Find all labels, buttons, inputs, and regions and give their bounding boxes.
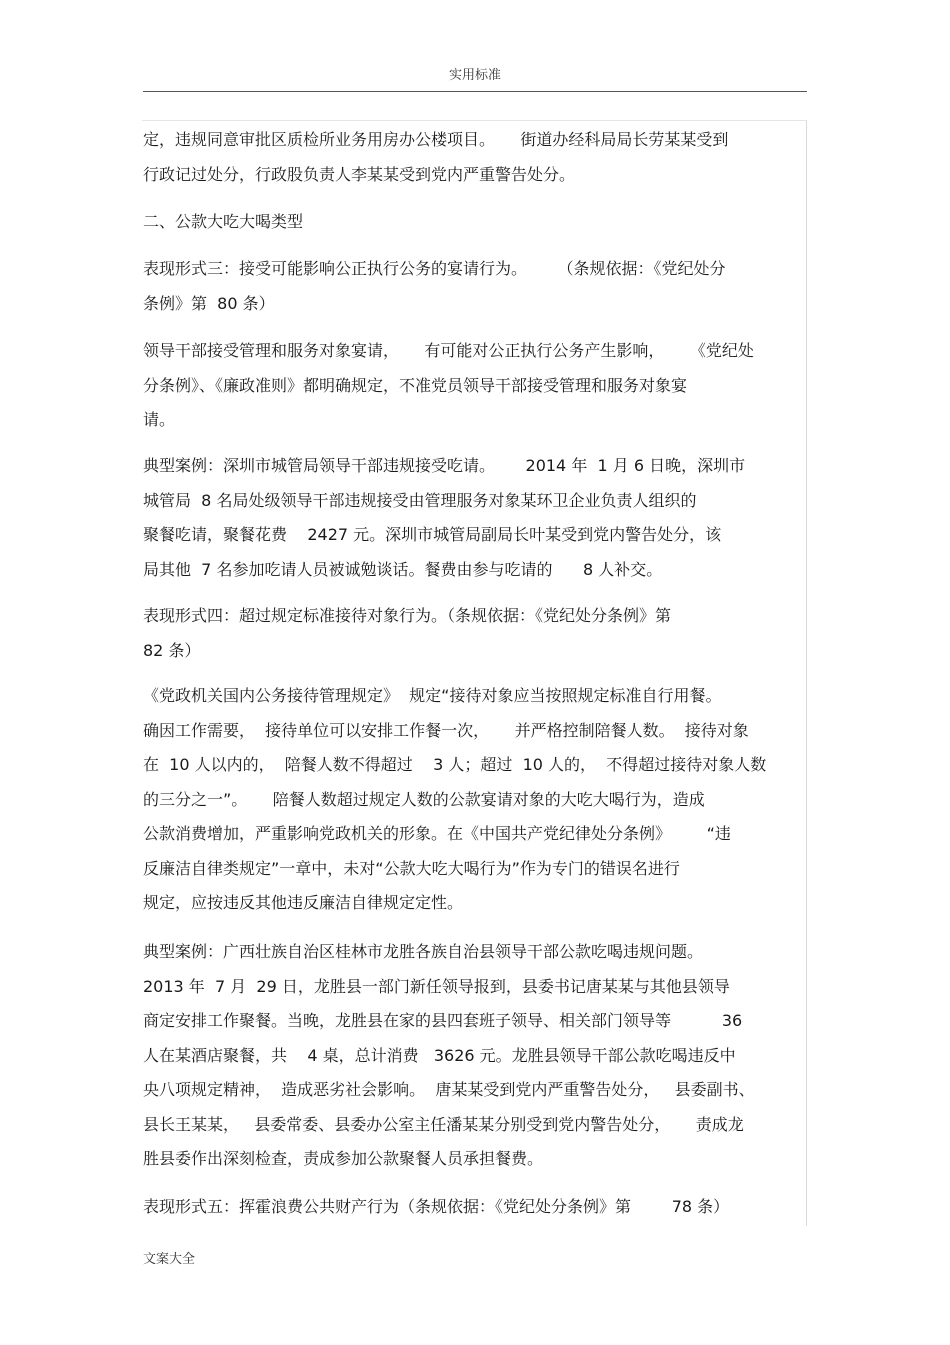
paragraph-line: 规定，应按违反其他违反廉洁自律规定定性。 <box>143 893 464 912</box>
paragraph-line: 在 10 人以内的， 陪餐人数不得超过 3 人；超过 10 人的， 不得超过接待对象人数 <box>143 755 767 774</box>
paragraph-line: 聚餐吃请，聚餐花费 2427 元。深圳市城管局副局长叶某受到党内警告处分，该 <box>143 525 722 544</box>
paragraph-line: 行政记过处分，行政股负责人李某某受到党内严重警告处分。 <box>143 164 576 184</box>
paragraph-line: 反廉洁自律类规定”一章中，未对“公款大吃大喝行为”作为专门的错误名进行 <box>143 858 680 878</box>
paragraph-line: 人在某酒店聚餐，共 4 桌，总计消费 3626 元。龙胜县领导干部公款吃喝违反中 <box>143 1045 736 1065</box>
paragraph-line: 分条例》、《廉政准则》都明确规定，不准党员领导干部接受管理和服务对象宴 <box>143 375 688 395</box>
paragraph-line: 2013 年 7 月 29 日，龙胜县一部门新任领导报到，县委书记唐某某与其他县领导 <box>143 976 730 996</box>
paragraph-line: 《党政机关国内公务接待管理规定》 规定“接待对象应当按照规定标准自行用餐。 <box>143 686 722 705</box>
paragraph-line: 央八项规定精神， 造成恶劣社会影响。 唐某某受到党内严重警告处分， 县委副书、 <box>143 1080 755 1099</box>
paragraph-line: 典型案例：深圳市城管局领导干部违规接受吃请。 2014 年 1 月 6 日晚，深圳市 <box>143 456 746 475</box>
paragraph-line: 县长王某某， 县委常委、县委办公室主任潘某某分别受到党内警告处分， 责成龙 <box>143 1114 744 1134</box>
paragraph-line: 领导干部接受管理和服务对象宴请， 有可能对公正执行公务产生影响， 《党纪处 <box>143 341 754 360</box>
paragraph-line: 胜县委作出深刻检查，责成参加公款聚餐人员承担餐费。 <box>143 1149 544 1168</box>
paragraph-line: 的三分之一”。 陪餐人数超过规定人数的公款宴请对象的大吃大喝行为，造成 <box>143 789 705 809</box>
paragraph-line: 局其他 7 名参加吃请人员被诚勉谈话。餐费由参与吃请的 8 人补交。 <box>143 559 663 579</box>
paragraph-line: 典型案例：广西壮族自治区桂林市龙胜各族自治县领导干部公款吃喝违规问题。 <box>143 942 704 961</box>
page-header: 实用标准 <box>448 68 501 83</box>
header-divider <box>143 91 807 92</box>
paragraph-line: 82 条） <box>143 640 201 660</box>
paragraph-line: 条例》第 80 条） <box>143 293 275 313</box>
paragraph-line: 商定安排工作聚餐。当晚，龙胜县在家的县四套班子领导、相关部门领导等 36 <box>143 1011 743 1030</box>
paragraph-line: 请。 <box>143 410 176 429</box>
page-footer: 文案大全 <box>143 1252 196 1267</box>
paragraph-line: 公款消费增加，严重影响党政机关的形象。在《中国共产党纪律处分条例》 “违 <box>143 824 731 843</box>
paragraph-line: 城管局 8 名局处级领导干部违规接受由管理服务对象某环卫企业负责人组织的 <box>143 490 697 510</box>
paragraph-line: 表现形式三：接受可能影响公正执行公务的宴请行为。 （条规依据：《党纪处分 <box>143 259 726 278</box>
paragraph-line: 确因工作需要， 接待单位可以安排工作餐一次， 并严格控制陪餐人数。 接待对象 <box>143 720 749 740</box>
paragraph-line: 表现形式四：超过规定标准接待对象行为。（条规依据：《党纪处分条例》第 <box>143 606 672 625</box>
paragraph-line: 定，违规同意审批区质检所业务用房办公楼项目。 街道办经科局局长劳某某受到 <box>143 130 729 149</box>
paragraph-line: 二、公款大吃大喝类型 <box>143 212 304 231</box>
paragraph-line: 表现形式五：挥霍浪费公共财产行为（条规依据：《党纪处分条例》第 78 条） <box>143 1197 730 1216</box>
